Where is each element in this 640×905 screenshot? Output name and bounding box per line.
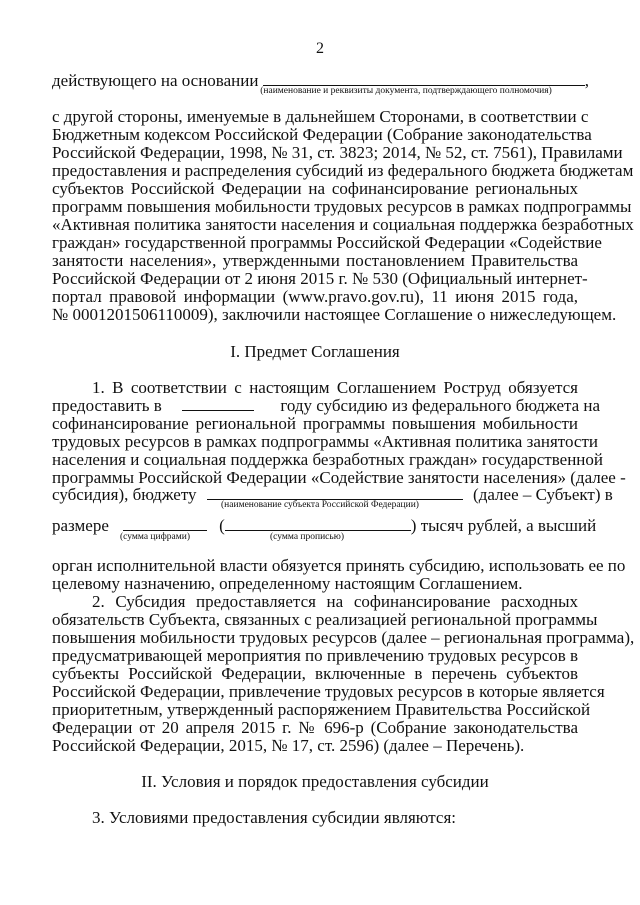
p2-line: Российской Федерации, привлечение трудовых ресурсов в которые является [52,682,605,701]
p1-year-line [52,396,601,415]
year-blank [182,396,254,411]
p1-line: 1. В соответствии с настоящим Соглашением Роструд обязуется [92,378,578,397]
budget-suffix: (далее – Субъект) в [473,485,613,504]
amount-open-paren: ( [219,516,225,535]
p2-line: субъекты Российской Федерации, включенные в перечень субъектов [52,664,578,683]
p3-line: 3. Условиями предоставления субсидии являются: [92,808,456,827]
intro-line: Российской Федерации от 2 июня 2015 г. № 530 (Официальный интернет- [52,269,588,288]
intro-line: «Активная политика занятости населения и социальная поддержка безработных [52,215,634,234]
intro-line: № 0001201506110009), заключили настоящее Соглашение о нижеследующем. [52,305,617,324]
intro-line: Российской Федерации, 1998, № 31, ст. 3823; 2014, № 52, ст. 7561), Правилами [52,143,623,162]
amount-words-blank [225,516,411,531]
amount-digits-caption: (сумма цифрами) [120,532,190,542]
p2-line: обязательств Субъекта, связанных с реализацией региональной программы [52,610,598,629]
basis-blank [263,71,585,86]
p2-line: Федерации от 20 апреля 2015 г. № 696-р (Собрание законодательства [52,718,578,737]
p2-line: предусматривающей мероприятия по привлечению трудовых ресурсов в [52,646,579,665]
p2-line: повышения мобильности трудовых ресурсов (далее – региональная программа), [52,628,635,647]
p2-line: 2. Субсидия предоставляется на софинансирование расходных [92,592,578,611]
budget-subject-blank [207,485,463,500]
amount-prefix: размере [52,516,109,535]
intro-line: с другой стороны, именуемые в дальнейшем Сторонами, в соответствии с [52,107,589,126]
intro-line: занятости населения», утвержденными постановлением Правительства [52,251,578,270]
p1-tail-line: орган исполнительной власти обязуется принять субсидию, использовать ее по [52,556,626,575]
p2-line: приоритетным, утвержденный распоряжением Правительства Российской [52,700,591,719]
intro-line: субъектов Российской Федерации на софинансирование региональных [52,179,578,198]
p1-line: трудовых ресурсов в рамках подпрограммы «Активная политика занятости [52,432,598,451]
p1-year-prefix: предоставить в [52,396,162,415]
amount-words-caption: (сумма прописью) [270,532,344,542]
basis-suffix: , [584,71,589,90]
amount-suffix: ) тысяч рублей, а высший [410,516,597,535]
amount-digits-blank [123,516,207,531]
intro-line: предоставления и распределения субсидий из федерального бюджета бюджетам [52,161,634,180]
section-2-title: II. Условия и порядок предоставления субсидии [141,772,489,791]
budget-prefix: субсидия), бюджету [52,485,197,504]
basis-caption: (наименование и реквизиты документа, подтверждающего полномочия) [260,86,552,96]
p1-year-suffix: году субсидию из федерального бюджета на [280,396,601,415]
basis-prefix: действующего на основании [52,71,259,90]
intro-line: граждан» государственной программы Российской Федерации «Содействие [52,233,602,252]
p1-line: софинансирование региональной программы повышения мобильности [52,414,578,433]
p2-line: Российской Федерации, 2015, № 17, ст. 2596) (далее – Перечень). [52,736,525,755]
budget-caption: (наименование субъекта Российской Федерации) [221,500,419,510]
p1-line: населения и социальная поддержка безработных граждан» государственной [52,450,603,469]
intro-line: Бюджетным кодексом Российской Федерации (Собрание законодательства [52,125,592,144]
intro-line: программ повышения мобильности трудовых ресурсов в рамках подпрограммы [52,197,632,216]
p1-line: программы Российской Федерации «Содействие занятости населения» (далее - [52,468,626,487]
section-1-title: I. Предмет Соглашения [230,342,400,361]
p1-tail-line: целевому назначению, определенному настоящим Соглашением. [52,574,523,593]
intro-line: портал правовой информации (www.pravo.gov.ru), 11 июня 2015 года, [52,287,578,306]
page-number: 2 [316,40,324,57]
